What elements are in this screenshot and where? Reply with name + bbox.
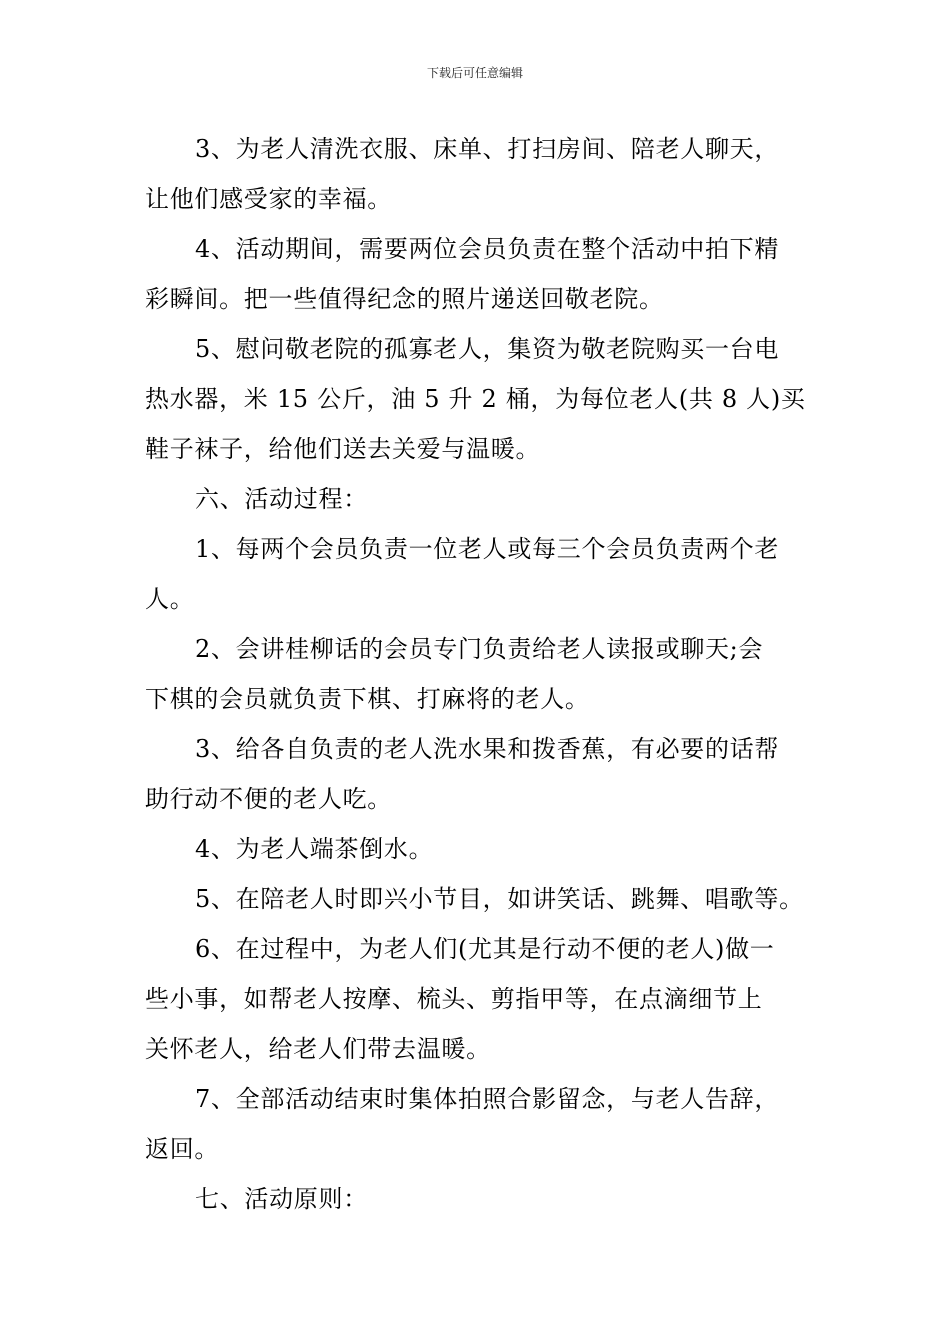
document-body	[145, 124, 810, 1224]
text-line	[145, 124, 810, 174]
text-line	[145, 1074, 810, 1124]
line-text: 彩瞬间。把一些值得纪念的照片递送回敬老院。	[145, 285, 664, 313]
line-text: 关怀老人，给老人们带去温暖。	[145, 1035, 491, 1063]
line-text: 下棋的会员就负责下棋、打麻将的老人。	[145, 685, 590, 713]
text-line	[145, 224, 810, 274]
text-line	[145, 1024, 810, 1074]
line-text: 1、每两个会员负责一位老人或每三个会员负责两个老	[195, 535, 780, 563]
line-text: 4、活动期间，需要两位会员负责在整个活动中拍下精	[195, 235, 780, 263]
paragraph	[145, 724, 810, 824]
line-text: 让他们感受家的幸福。	[145, 185, 392, 213]
text-line	[145, 774, 810, 824]
line-text: 4、为老人端茶倒水。	[195, 835, 434, 863]
line-text: 六、活动过程：	[195, 485, 368, 513]
paragraph	[145, 324, 810, 474]
paragraph	[145, 924, 810, 1074]
text-line	[145, 924, 810, 974]
line-text: 助行动不便的老人吃。	[145, 785, 392, 813]
paragraph	[145, 1174, 810, 1224]
text-line	[145, 1174, 810, 1224]
text-line	[145, 624, 810, 674]
text-line	[145, 1124, 810, 1174]
line-text: 3、给各自负责的老人洗水果和拨香蕉，有必要的话帮	[195, 735, 780, 763]
text-line	[145, 374, 810, 424]
line-text: 七、活动原则：	[195, 1185, 368, 1213]
text-line	[145, 524, 810, 574]
text-line	[145, 724, 810, 774]
paragraph	[145, 624, 810, 724]
line-text: 5、慰问敬老院的孤寡老人，集资为敬老院购买一台电	[195, 335, 780, 363]
line-text: 鞋子袜子，给他们送去关爱与温暖。	[145, 435, 541, 463]
line-text: 6、在过程中，为老人们(尤其是行动不便的老人)做一	[195, 935, 775, 963]
text-line	[145, 574, 810, 624]
page-header: 下载后可任意编辑	[426, 66, 523, 80]
text-line	[145, 424, 810, 474]
text-line	[145, 874, 810, 924]
line-text: 些小事，如帮老人按摩、梳头、剪指甲等，在点滴细节上	[145, 985, 763, 1013]
text-line	[145, 974, 810, 1024]
text-line	[145, 324, 810, 374]
text-line	[145, 174, 810, 224]
line-text: 返回。	[145, 1135, 220, 1163]
line-text: 人。	[145, 585, 195, 613]
line-text: 2、会讲桂柳话的会员专门负责给老人读报或聊天;会	[195, 635, 764, 663]
text-line	[145, 274, 810, 324]
line-text: 7、全部活动结束时集体拍照合影留念，与老人告辞，	[195, 1085, 780, 1113]
text-line	[145, 824, 810, 874]
paragraph	[145, 874, 810, 924]
paragraph	[145, 474, 810, 524]
paragraph	[145, 124, 810, 224]
paragraph	[145, 224, 810, 324]
paragraph	[145, 824, 810, 874]
paragraph	[145, 524, 810, 624]
line-text: 5、在陪老人时即兴小节目，如讲笑话、跳舞、唱歌等。	[195, 885, 804, 913]
text-line	[145, 474, 810, 524]
line-text: 热水器，米 15 公斤，油 5 升 2 桶，为每位老人(共 8 人)买	[145, 385, 806, 413]
paragraph	[145, 1074, 810, 1174]
line-text: 3、为老人清洗衣服、床单、打扫房间、陪老人聊天，	[195, 135, 780, 163]
text-line	[145, 674, 810, 724]
